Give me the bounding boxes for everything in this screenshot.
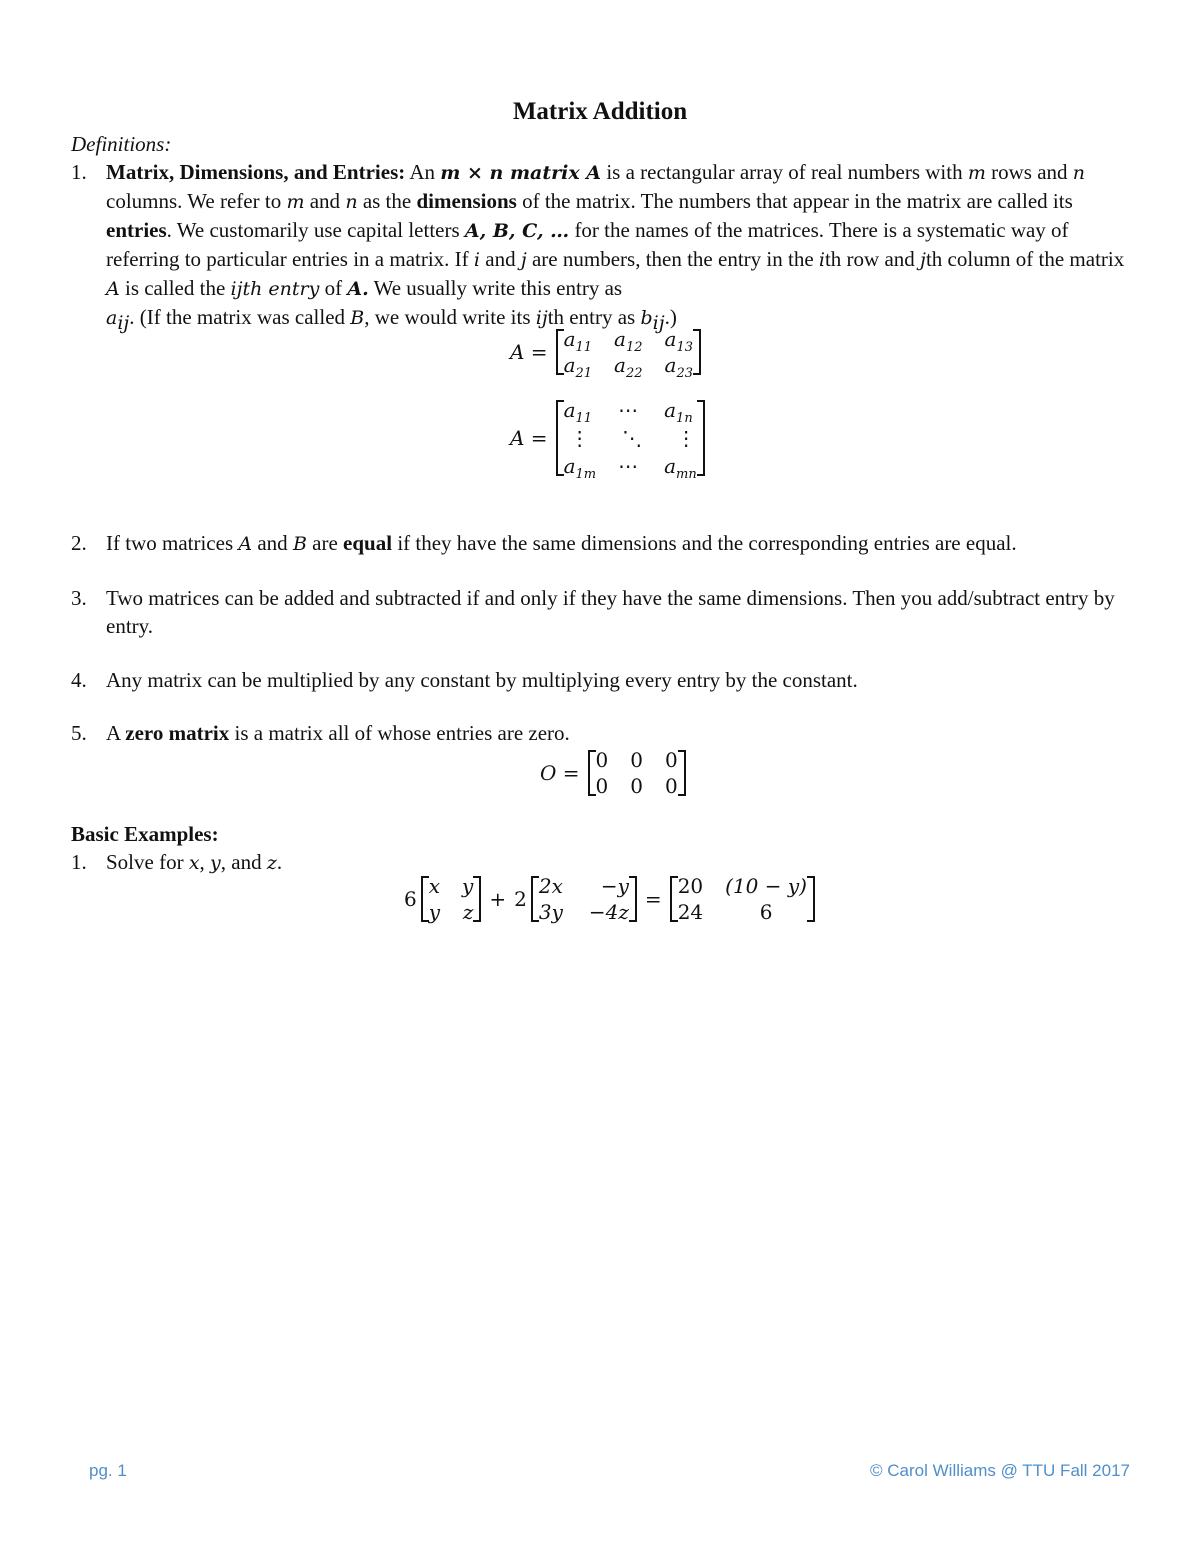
matrix-cell: 0 (664, 748, 678, 772)
matrix-cell: $a_{12}$ (614, 327, 643, 355)
matrix-a-equation (510, 327, 701, 381)
matrix-cell: 6 (759, 900, 773, 924)
footer-page-number: pg. 1 (89, 1461, 127, 1480)
plus-sign: + (489, 887, 507, 911)
matrix-lhs: A = (510, 426, 548, 450)
matrix-cell: $a_{22}$ (614, 353, 643, 381)
matrix-cell: −4z (588, 900, 629, 924)
definition-text: Two matrices can be added and subtracted if and only if they have the same dimensions. Then you add/subtract entry by entry. (106, 586, 1115, 638)
definition-text: Matrix, Dimensions, and Entries: An m × n matrix A is a rectangular array of real numbers with m rows and n columns. We refer to m and n as the dimensions of the matrix. The numbers that appear in the matrix are called its entries. We customarily use capital letters A, B, C, … for the names of the matrices. There is a systematic way of referring to particular entries in a matrix. If i and j are numbers, then the entry in the ith row and jth column of the matrix A is called the ijth entry of A. We usually write this entry as $a_{ij}$. (If the matrix was called B, we would write its ijth entry as $b_{ij}$.) (106, 160, 1125, 335)
matrix-cell: ⋮ (676, 426, 697, 450)
coefficient: 2 (514, 887, 527, 911)
matrix-cell: −y (600, 874, 629, 898)
matrix-cell: 0 (595, 748, 609, 772)
matrix-cell: 3y (538, 900, 563, 924)
example-equation (404, 874, 815, 924)
item-number: 1. (71, 160, 87, 184)
item-number: 2. (71, 531, 87, 555)
definition-text: A zero matrix is a matrix all of whose entries are zero. (106, 721, 570, 745)
matrix-cell: 20 (677, 874, 704, 898)
matrix-cell: ⋮ (569, 426, 590, 450)
matrix-cell: (10 − y) (725, 874, 807, 898)
matrix-cell: 0 (595, 774, 609, 798)
definitions-heading: Definitions: (71, 132, 172, 156)
basic-examples-heading: Basic Examples: (71, 822, 219, 846)
matrix-result (670, 874, 815, 924)
matrix-cell: y (462, 874, 474, 898)
matrix-xyz (421, 874, 482, 924)
math-expr: m × n matrix A (440, 162, 602, 184)
matrix-general-equation (510, 398, 705, 482)
item-number: 3. (71, 586, 87, 610)
definition-text: If two matrices A and B are equal if they have the same dimensions and the corresponding entries are equal. (106, 531, 1017, 555)
example-text: Solve for x, y, and z. (106, 850, 283, 874)
matrix-cell: $a_{21}$ (563, 353, 593, 381)
matrix-cell: $a_{11}$ (563, 327, 593, 355)
bold-lead: Matrix, Dimensions, and Entries: (106, 160, 406, 184)
matrix-second (531, 874, 637, 924)
coefficient: 6 (404, 887, 417, 911)
matrix-a (556, 327, 701, 381)
matrix-cell: 0 (664, 774, 678, 798)
zero-matrix-equation (540, 748, 686, 798)
matrix-lhs: O = (540, 761, 580, 785)
matrix-cell: $a_{1n}$ (664, 398, 693, 426)
matrix-cell: 24 (677, 900, 704, 924)
zero-matrix (588, 748, 686, 798)
matrix-general (556, 398, 705, 482)
matrix-cell: ⋯ (618, 454, 639, 478)
matrix-cell: 0 (630, 748, 643, 772)
page-title: Matrix Addition (512, 98, 688, 125)
matrix-cell: x (428, 874, 441, 898)
definition-text: Any matrix can be multiplied by any constant by multiplying every entry by the constant. (106, 668, 858, 692)
matrix-lhs: A = (510, 340, 548, 364)
matrix-cell: y (428, 900, 441, 924)
matrix-cell: $a_{mn}$ (664, 454, 697, 482)
matrix-cell: 2x (538, 874, 563, 898)
matrix-cell: ⋱ (622, 426, 643, 450)
matrix-cell: ⋯ (618, 398, 639, 422)
matrix-cell: $a_{13}$ (664, 327, 694, 355)
matrix-cell: z (462, 900, 474, 924)
matrix-cell: $a_{23}$ (664, 353, 694, 381)
item-number: 4. (71, 668, 87, 692)
equals-sign: = (644, 887, 662, 911)
matrix-cell: $a_{11}$ (563, 398, 593, 426)
matrix-cell: $a_{1m}$ (563, 454, 597, 482)
matrix-cell: 0 (630, 774, 643, 798)
item-number: 5. (71, 721, 87, 745)
footer-copyright: © Carol Williams @ TTU Fall 2017 (870, 1461, 1130, 1480)
item-number: 1. (71, 850, 87, 874)
